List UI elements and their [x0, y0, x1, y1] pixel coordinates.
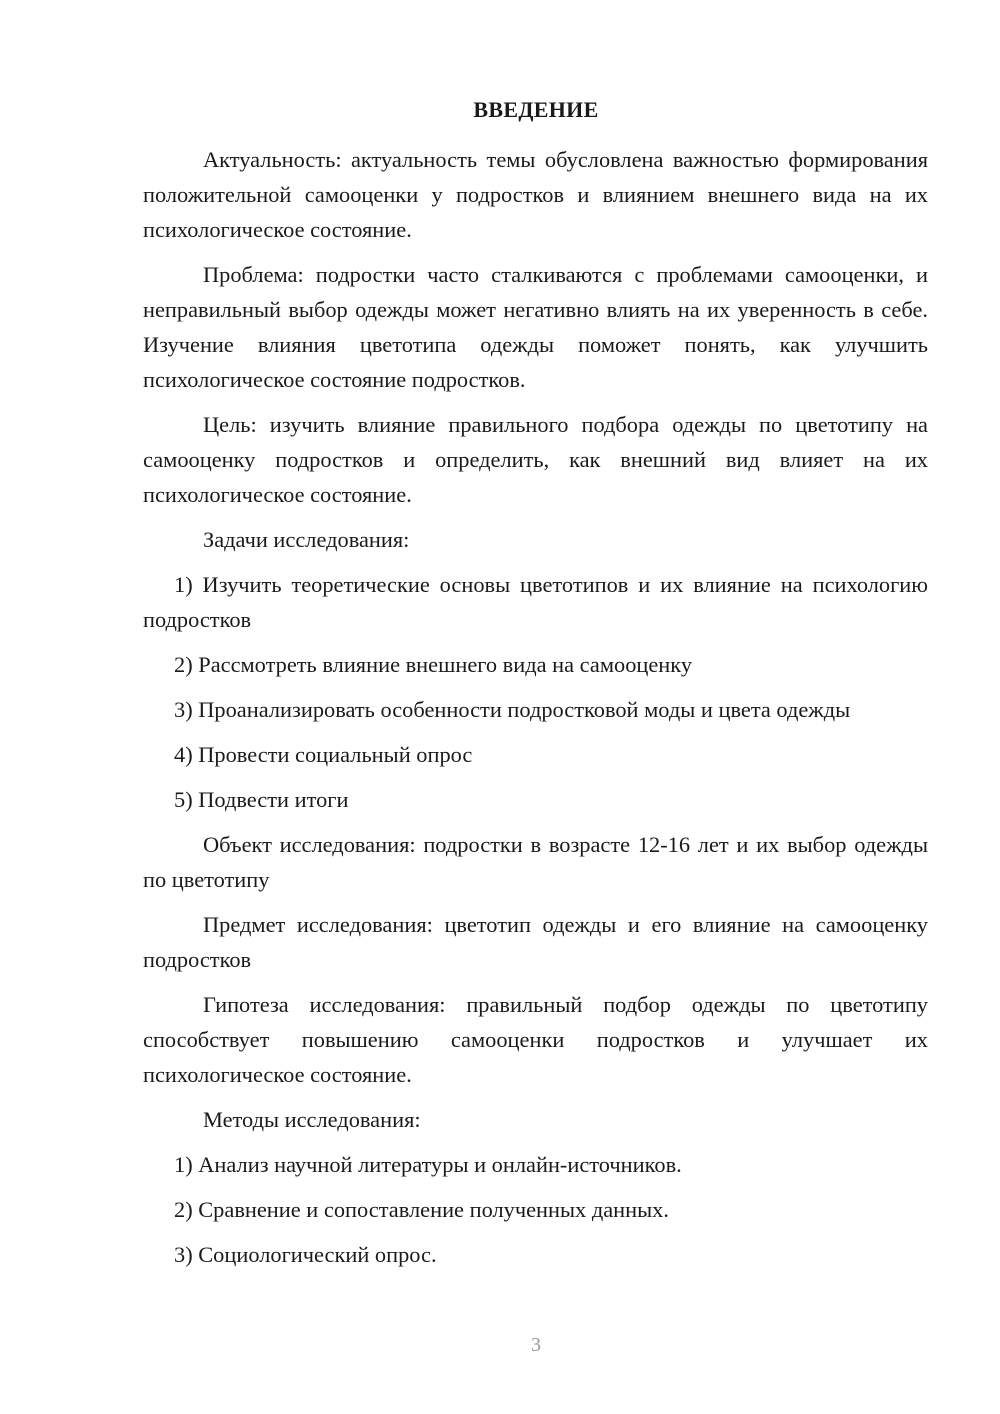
task-item: 5) Подвести итоги — [174, 787, 349, 812]
subject-paragraph: Предмет исследования: цветотип одежды и его влияние на самооценку подростков — [143, 912, 928, 972]
page-number: 3 — [531, 1334, 541, 1356]
method-item: 2) Сравнение и сопоставление полученных данных. — [174, 1197, 669, 1222]
problem-paragraph: Проблема: подростки часто сталкиваются с проблемами самооценки, и неправильный выбор одежды может негативно влиять на их уверенность в себе. Изучение влияния цветотипа одежды поможет понять, как улучшить психологическое состояние подростков. — [143, 262, 928, 392]
task-item: 4) Провести социальный опрос — [174, 742, 473, 767]
tasks-heading: Задачи исследования: — [203, 527, 410, 552]
document-body — [143, 142, 928, 1272]
hypothesis-paragraph: Гипотеза исследования: правильный подбор одежды по цветотипу способствует повышению самооценки подростков и улучшает их психологическое состояние. — [143, 992, 928, 1087]
method-item: 1) Анализ научной литературы и онлайн-источников. — [174, 1152, 682, 1177]
task-item: 1) Изучить теоретические основы цветотипов и их влияние на психологию подростков — [143, 572, 928, 632]
task-item: 3) Проанализировать особенности подростковой моды и цвета одежды — [174, 697, 851, 722]
methods-heading: Методы исследования: — [203, 1107, 421, 1132]
page-title: ВВЕДЕНИЕ — [473, 97, 599, 122]
task-item: 2) Рассмотреть влияние внешнего вида на самооценку — [174, 652, 693, 677]
goal-paragraph: Цель: изучить влияние правильного подбора одежды по цветотипу на самооценку подростков и определить, как внешний вид влияет на их психологическое состояние. — [143, 412, 928, 507]
object-paragraph: Объект исследования: подростки в возрасте 12-16 лет и их выбор одежды по цветотипу — [143, 832, 928, 892]
relevance-paragraph: Актуальность: актуальность темы обусловлена важностью формирования положительной самооценки у подростков и влиянием внешнего вида на их психологическое состояние. — [143, 147, 928, 242]
method-item: 3) Социологический опрос. — [174, 1242, 437, 1267]
